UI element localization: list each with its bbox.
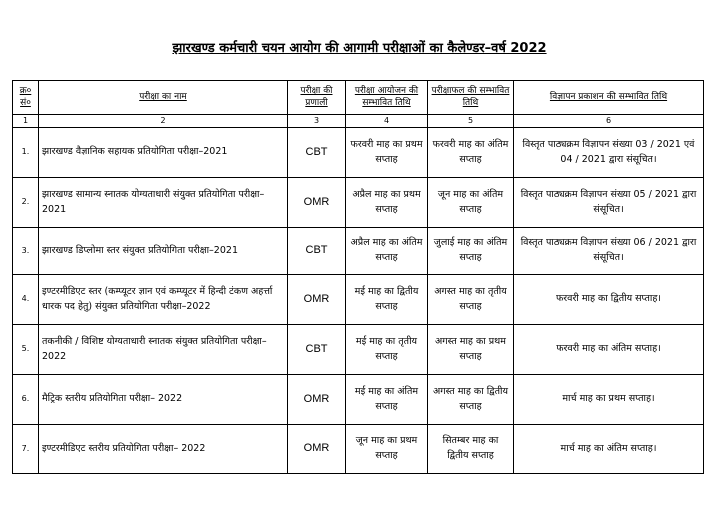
page-title: झारखण्ड कर्मचारी चयन आयोग की आगामी परीक्षाओं का कैलेण्डर–वर्ष 2022 <box>172 41 547 56</box>
table-row <box>13 375 704 425</box>
table-row <box>13 425 704 474</box>
exam-system-cell: CBT <box>288 228 346 275</box>
ad-date-cell: विस्तृत पाठ्यक्रम विज्ञापन संख्या 06 / 2021 द्वारा संसूचित। <box>514 228 704 275</box>
result-date-cell: फरवरी माह का अंतिम सप्ताह <box>428 128 514 178</box>
exam-name-cell: झारखण्ड सामान्य स्नातक योग्यताधारी संयुक्त प्रतियोगिता परीक्षा–2021 <box>39 178 288 228</box>
result-date-cell: अगस्त माह का प्रथम सप्ताह <box>428 325 514 375</box>
result-date-cell: जुलाई माह का अंतिम सप्ताह <box>428 228 514 275</box>
column-number: 3 <box>288 115 346 128</box>
exam-name-cell: झारखण्ड डिप्लोमा स्तर संयुक्त प्रतियोगिता परीक्षा–2021 <box>39 228 288 275</box>
column-number: 1 <box>13 115 39 128</box>
exam-date-cell: फरवरी माह का प्रथम सप्ताह <box>346 128 428 178</box>
serial-cell: 3. <box>13 228 39 275</box>
exam-date-cell: मई माह का तृतीय सप्ताह <box>346 325 428 375</box>
column-number: 2 <box>39 115 288 128</box>
serial-cell: 7. <box>13 425 39 474</box>
exam-name-cell: इण्टरमीडिएट स्तर (कम्प्यूटर ज्ञान एवं कम्प्यूटर में हिन्दी टंकण अहर्त्ता धारक पद हेतु) संयुक्त प्रतियोगिता परीक्षा–2022 <box>39 275 288 325</box>
result-date-cell: अगस्त माह का द्वितीय सप्ताह <box>428 375 514 425</box>
table-row <box>13 128 704 178</box>
ad-date-cell: विस्तृत पाठ्यक्रम विज्ञापन संख्या 05 / 2021 द्वारा संसूचित। <box>514 178 704 228</box>
serial-cell: 4. <box>13 275 39 325</box>
serial-cell: 6. <box>13 375 39 425</box>
column-number: 4 <box>346 115 428 128</box>
header-row <box>13 81 704 115</box>
ad-date-cell: विस्तृत पाठ्यक्रम विज्ञापन संख्या 03 / 2021 एवं 04 / 2021 द्वारा संसूचित। <box>514 128 704 178</box>
ad-date-cell: फरवरी माह का द्वितीय सप्ताह। <box>514 275 704 325</box>
header-ad-date: विज्ञापन प्रकाशन की सम्भावित तिथि <box>514 81 704 115</box>
exam-calendar-table <box>12 80 704 474</box>
exam-system-cell: OMR <box>288 375 346 425</box>
exam-system-cell: CBT <box>288 325 346 375</box>
exam-name-cell: झारखण्ड वैज्ञानिक सहायक प्रतियोगिता परीक्षा–2021 <box>39 128 288 178</box>
serial-cell: 2. <box>13 178 39 228</box>
table-row <box>13 275 704 325</box>
exam-date-cell: जून माह का प्रथम सप्ताह <box>346 425 428 474</box>
exam-date-cell: अप्रैल माह का अंतिम सप्ताह <box>346 228 428 275</box>
header-result-date: परीक्षाफल की सम्भावित तिथि <box>428 81 514 115</box>
exam-system-cell: OMR <box>288 178 346 228</box>
exam-name-cell: इण्टरमीडिएट स्तरीय प्रतियोगिता परीक्षा– 2022 <box>39 425 288 474</box>
serial-cell: 5. <box>13 325 39 375</box>
exam-name-cell: तकनीकी / विशिष्ट योग्यताधारी स्नातक संयुक्त प्रतियोगिता परीक्षा–2022 <box>39 325 288 375</box>
table-row <box>13 178 704 228</box>
column-number: 5 <box>428 115 514 128</box>
exam-system-cell: OMR <box>288 275 346 325</box>
column-number: 6 <box>514 115 704 128</box>
header-exam-date: परीक्षा आयोजन की सम्भावित तिथि <box>346 81 428 115</box>
table-row <box>13 325 704 375</box>
exam-name-cell: मैट्रिक स्तरीय प्रतियोगिता परीक्षा– 2022 <box>39 375 288 425</box>
ad-date-cell: मार्च माह का अंतिम सप्ताह। <box>514 425 704 474</box>
header-serial: क्र० सं० <box>13 81 39 115</box>
table-row <box>13 228 704 275</box>
ad-date-cell: मार्च माह का प्रथम सप्ताह। <box>514 375 704 425</box>
exam-date-cell: मई माह का अंतिम सप्ताह <box>346 375 428 425</box>
exam-date-cell: मई माह का द्वितीय सप्ताह <box>346 275 428 325</box>
exam-system-cell: CBT <box>288 128 346 178</box>
column-number-row <box>13 115 704 128</box>
header-exam-system: परीक्षा की प्रणाली <box>288 81 346 115</box>
result-date-cell: अगस्त माह का तृतीय सप्ताह <box>428 275 514 325</box>
result-date-cell: सितम्बर माह का द्वितीय सप्ताह <box>428 425 514 474</box>
header-exam-name: परीक्षा का नाम <box>39 81 288 115</box>
exam-date-cell: अप्रैल माह का प्रथम सप्ताह <box>346 178 428 228</box>
serial-cell: 1. <box>13 128 39 178</box>
exam-system-cell: OMR <box>288 425 346 474</box>
ad-date-cell: फरवरी माह का अंतिम सप्ताह। <box>514 325 704 375</box>
result-date-cell: जून माह का अंतिम सप्ताह <box>428 178 514 228</box>
